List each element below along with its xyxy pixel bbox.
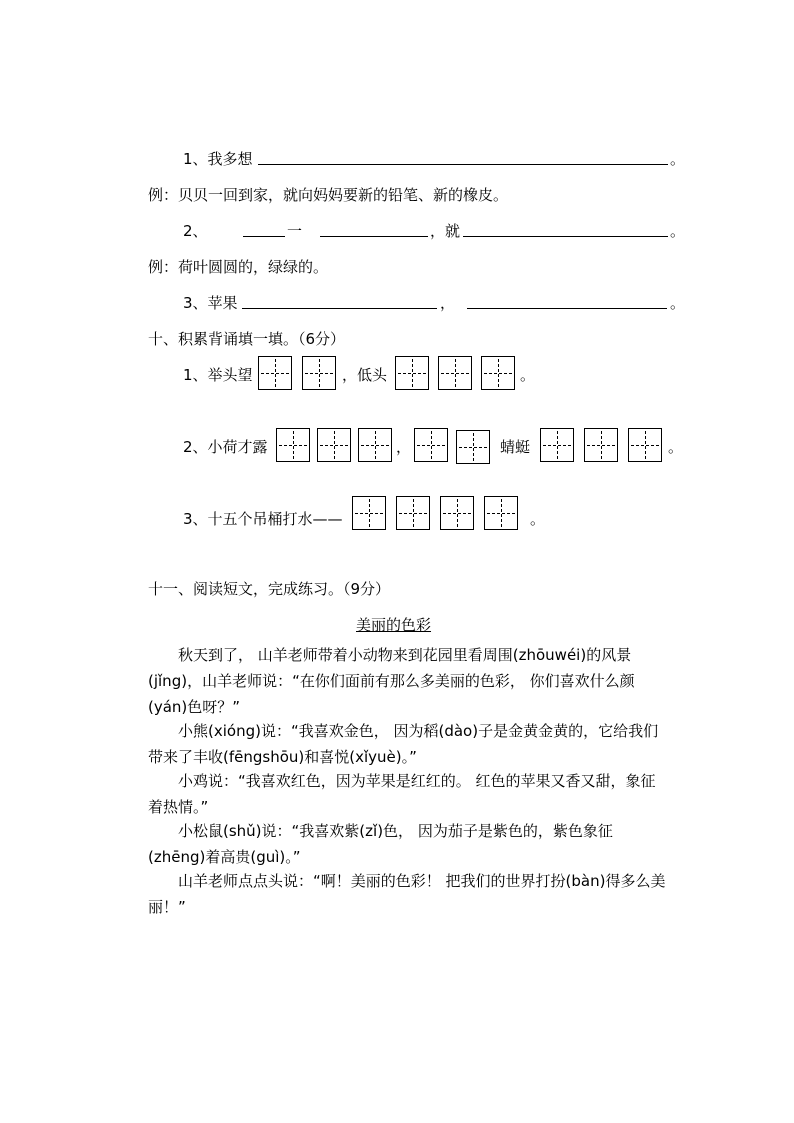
char-box[interactable] <box>352 496 386 530</box>
char-box[interactable] <box>540 428 574 462</box>
example1: 例：贝贝一回到家，就向妈妈要新的铅笔、新的橡皮。 <box>148 186 509 204</box>
char-box[interactable] <box>628 428 662 462</box>
char-box[interactable] <box>481 356 515 390</box>
q3-suffix: 。 <box>670 294 686 312</box>
q1-prefix: 1、我多想 <box>183 150 253 168</box>
q2-jiu: ，就 <box>430 222 461 240</box>
q1-suffix: 。 <box>670 150 686 168</box>
passage-paragraph: 秋天到了， 山羊老师带着小动物来到花园里看周围(zhōuwéi)的风景(jǐng)，山羊老师说：“在你们面前有那么多美丽的色彩， 你们喜欢什么颜(yán)色呀？” <box>148 646 635 716</box>
q3-blank-1[interactable] <box>242 308 437 309</box>
section10-heading: 十、积累背诵填一填。（6分） <box>148 330 346 348</box>
char-box[interactable] <box>456 430 490 464</box>
s10-q2-mid: 蜻蜓 <box>500 438 531 456</box>
q2-yi: 一 <box>287 222 303 240</box>
passage-title: 美丽的色彩 <box>356 616 432 634</box>
q3-comma: ， <box>440 294 456 312</box>
s10-q1-mid: ，低头 <box>342 366 388 384</box>
q3-prefix: 3、苹果 <box>183 294 238 312</box>
s10-q1-suffix: 。 <box>520 366 536 384</box>
section11-heading: 十一、阅读短文，完成练习。（9分） <box>148 580 391 598</box>
example2: 例：荷叶圆圆的，绿绿的。 <box>148 258 329 276</box>
char-box[interactable] <box>396 496 430 530</box>
s10-q2-comma: ， <box>396 438 412 456</box>
passage-paragraph: 小鸡说：“我喜欢红色，因为苹果是红红的。 红色的苹果又香又甜，象征着热情。” <box>148 772 656 816</box>
q2-blank-3[interactable] <box>463 236 668 237</box>
s10-q3-prefix: 3、十五个吊桶打水—— <box>183 510 343 528</box>
passage-paragraph: 小松鼠(shǔ)说：“我喜欢紫(zǐ)色， 因为茄子是紫色的，紫色象征(zhēng)着高贵(guì)。” <box>148 822 613 866</box>
q1-blank[interactable] <box>258 164 668 165</box>
s10-q2-suffix: 。 <box>668 438 684 456</box>
char-box[interactable] <box>484 496 518 530</box>
char-box[interactable] <box>258 356 292 390</box>
s10-q2-prefix: 2、小荷才露 <box>183 438 268 456</box>
char-box[interactable] <box>584 428 618 462</box>
char-box[interactable] <box>317 428 351 462</box>
passage-paragraph: 小熊(xióng)说：“我喜欢金色， 因为稻(dào)子是金黄金黄的，它给我们带来了丰收(fēngshōu)和喜悦(xǐyuè)。” <box>148 722 659 766</box>
char-box[interactable] <box>438 356 472 390</box>
char-box[interactable] <box>395 356 429 390</box>
char-box[interactable] <box>358 428 392 462</box>
q2-blank-2[interactable] <box>320 236 428 237</box>
char-box[interactable] <box>276 428 310 462</box>
char-box[interactable] <box>440 496 474 530</box>
char-box[interactable] <box>302 356 336 390</box>
q3-blank-2[interactable] <box>467 308 667 309</box>
q2-prefix: 2、 <box>183 222 208 240</box>
q2-suffix: 。 <box>670 222 686 240</box>
q2-blank-1[interactable] <box>243 236 285 237</box>
passage-paragraph: 山羊老师点点头说：“啊！美丽的色彩！ 把我们的世界打扮(bàn)得多么美丽！” <box>148 872 666 916</box>
char-box[interactable] <box>414 428 448 462</box>
s10-q1-prefix: 1、举头望 <box>183 366 253 384</box>
s10-q3-suffix: 。 <box>530 510 546 528</box>
